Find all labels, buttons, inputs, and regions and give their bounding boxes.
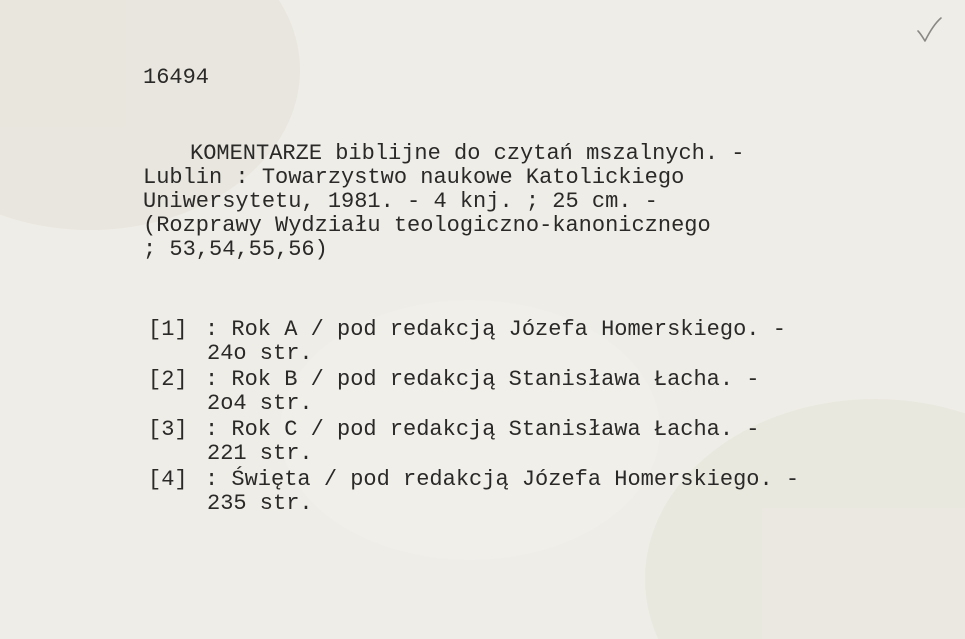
volume-title: : Rok A / pod redakcją Józefa Homerskiego. - (205, 317, 786, 342)
volume-pages: 2o4 str. (207, 391, 313, 416)
description-line: (Rozprawy Wydziału teologiczno-kanonicznego (143, 213, 711, 238)
description-line: Uniwersytetu, 1981. - 4 knj. ; 25 cm. - (143, 189, 658, 214)
volume-pages: 221 str. (207, 441, 313, 466)
volume-number: [1] (148, 317, 188, 342)
description-line: Lublin : Towarzystwo naukowe Katolickiego (143, 165, 685, 190)
volume-number: [2] (148, 367, 188, 392)
volume-number: [4] (148, 467, 188, 492)
volume-pages: 235 str. (207, 491, 313, 516)
volume-title: : Rok B / pod redakcją Stanisława Łacha. - (205, 367, 760, 392)
catalog-number: 16494 (143, 65, 210, 90)
volume-number: [3] (148, 417, 188, 442)
volume-title: : Rok C / pod redakcją Stanisława Łacha. - (205, 417, 760, 442)
volume-pages: 24o str. (207, 341, 313, 366)
description-line: KOMENTARZE biblijne do czytań mszalnych. - (190, 141, 745, 166)
description-line: ; 53,54,55,56) (143, 237, 328, 262)
volume-title: : Święta / pod redakcją Józefa Homerskiego. - (205, 467, 800, 492)
checkmark-icon (912, 14, 944, 46)
